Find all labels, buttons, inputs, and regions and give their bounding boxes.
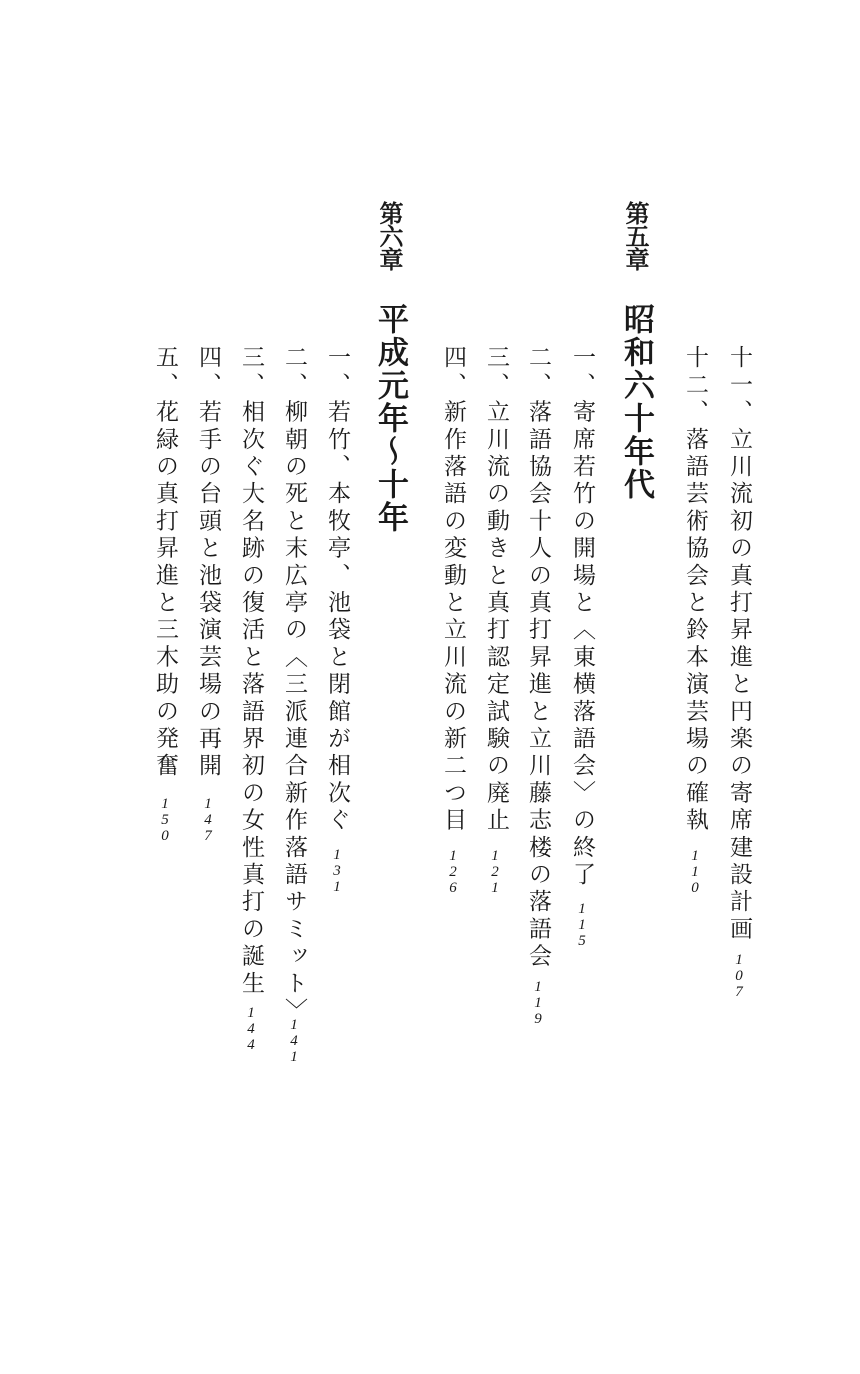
page-number: 115 (574, 901, 590, 949)
entry-title: 花緑の真打昇進と三木助の発奮 (152, 399, 178, 781)
page-number: 107 (731, 952, 747, 1000)
entry-prefix: 五、 (152, 345, 178, 400)
toc-entry[interactable] (566, 345, 599, 889)
entry-prefix: 三、 (238, 345, 264, 400)
entry-title: 新作落語の変動と立川流の新二つ目 (440, 399, 466, 835)
entry-title: 落語協会十人の真打昇進と立川藤志楼の落語会 (525, 399, 551, 971)
entry-prefix: 二、 (281, 345, 307, 400)
page-number: 141 (286, 1017, 302, 1065)
page-number: 121 (487, 848, 503, 896)
page-number: 150 (157, 796, 173, 844)
entry-title: 相次ぐ大名跡の復活と落語界初の女性真打の誕生 (238, 399, 264, 998)
entry-title: 柳朝の死と末広亭の〈三派連合新作落語サミット〉 (281, 399, 307, 1026)
toc-entry[interactable] (480, 345, 513, 835)
page-number: 119 (530, 979, 546, 1027)
entry-title: 立川流初の真打昇進と円楽の寄席建設計画 (726, 426, 752, 944)
entry-prefix: 四、 (440, 345, 466, 400)
toc-entry[interactable] (235, 345, 268, 998)
entry-title: 立川流の動きと真打認定試験の廃止 (483, 399, 509, 835)
page-number: 110 (687, 848, 703, 896)
page-number: 144 (243, 1005, 259, 1053)
entry-prefix: 三、 (483, 345, 509, 400)
chapter-title: 昭和六十年代 (618, 303, 654, 501)
chapter-label: 第五章 (621, 201, 650, 270)
toc-entry[interactable] (679, 345, 712, 835)
toc-entry[interactable] (278, 345, 311, 1025)
chapter-title: 平成元年～十年 (372, 303, 408, 534)
entry-prefix: 四、 (195, 345, 221, 400)
entry-title: 若手の台頭と池袋演芸場の再開 (195, 399, 221, 781)
entry-prefix: 一、 (324, 345, 350, 400)
page-number: 147 (200, 796, 216, 844)
entry-prefix: 一、 (569, 345, 595, 400)
page-number: 131 (329, 847, 345, 895)
page-number: 126 (445, 848, 461, 896)
toc-entry[interactable] (522, 345, 555, 971)
toc-entry[interactable] (149, 345, 182, 780)
toc-entry[interactable] (321, 345, 354, 835)
entry-title: 落語芸術協会と鈴本演芸場の確執 (682, 426, 708, 835)
entry-prefix: 二、 (525, 345, 551, 400)
entry-title: 若竹、本牧亭、池袋と閉館が相次ぐ (324, 399, 350, 835)
chapter-label: 第六章 (375, 201, 404, 270)
entry-prefix: 十一、 (726, 345, 752, 427)
entry-title: 寄席若竹の開場と〈東横落語会〉の終了 (569, 399, 595, 890)
toc-entry[interactable] (723, 345, 756, 943)
toc-entry[interactable] (437, 345, 470, 835)
toc-entry[interactable] (192, 345, 225, 780)
entry-prefix: 十二、 (682, 345, 708, 427)
